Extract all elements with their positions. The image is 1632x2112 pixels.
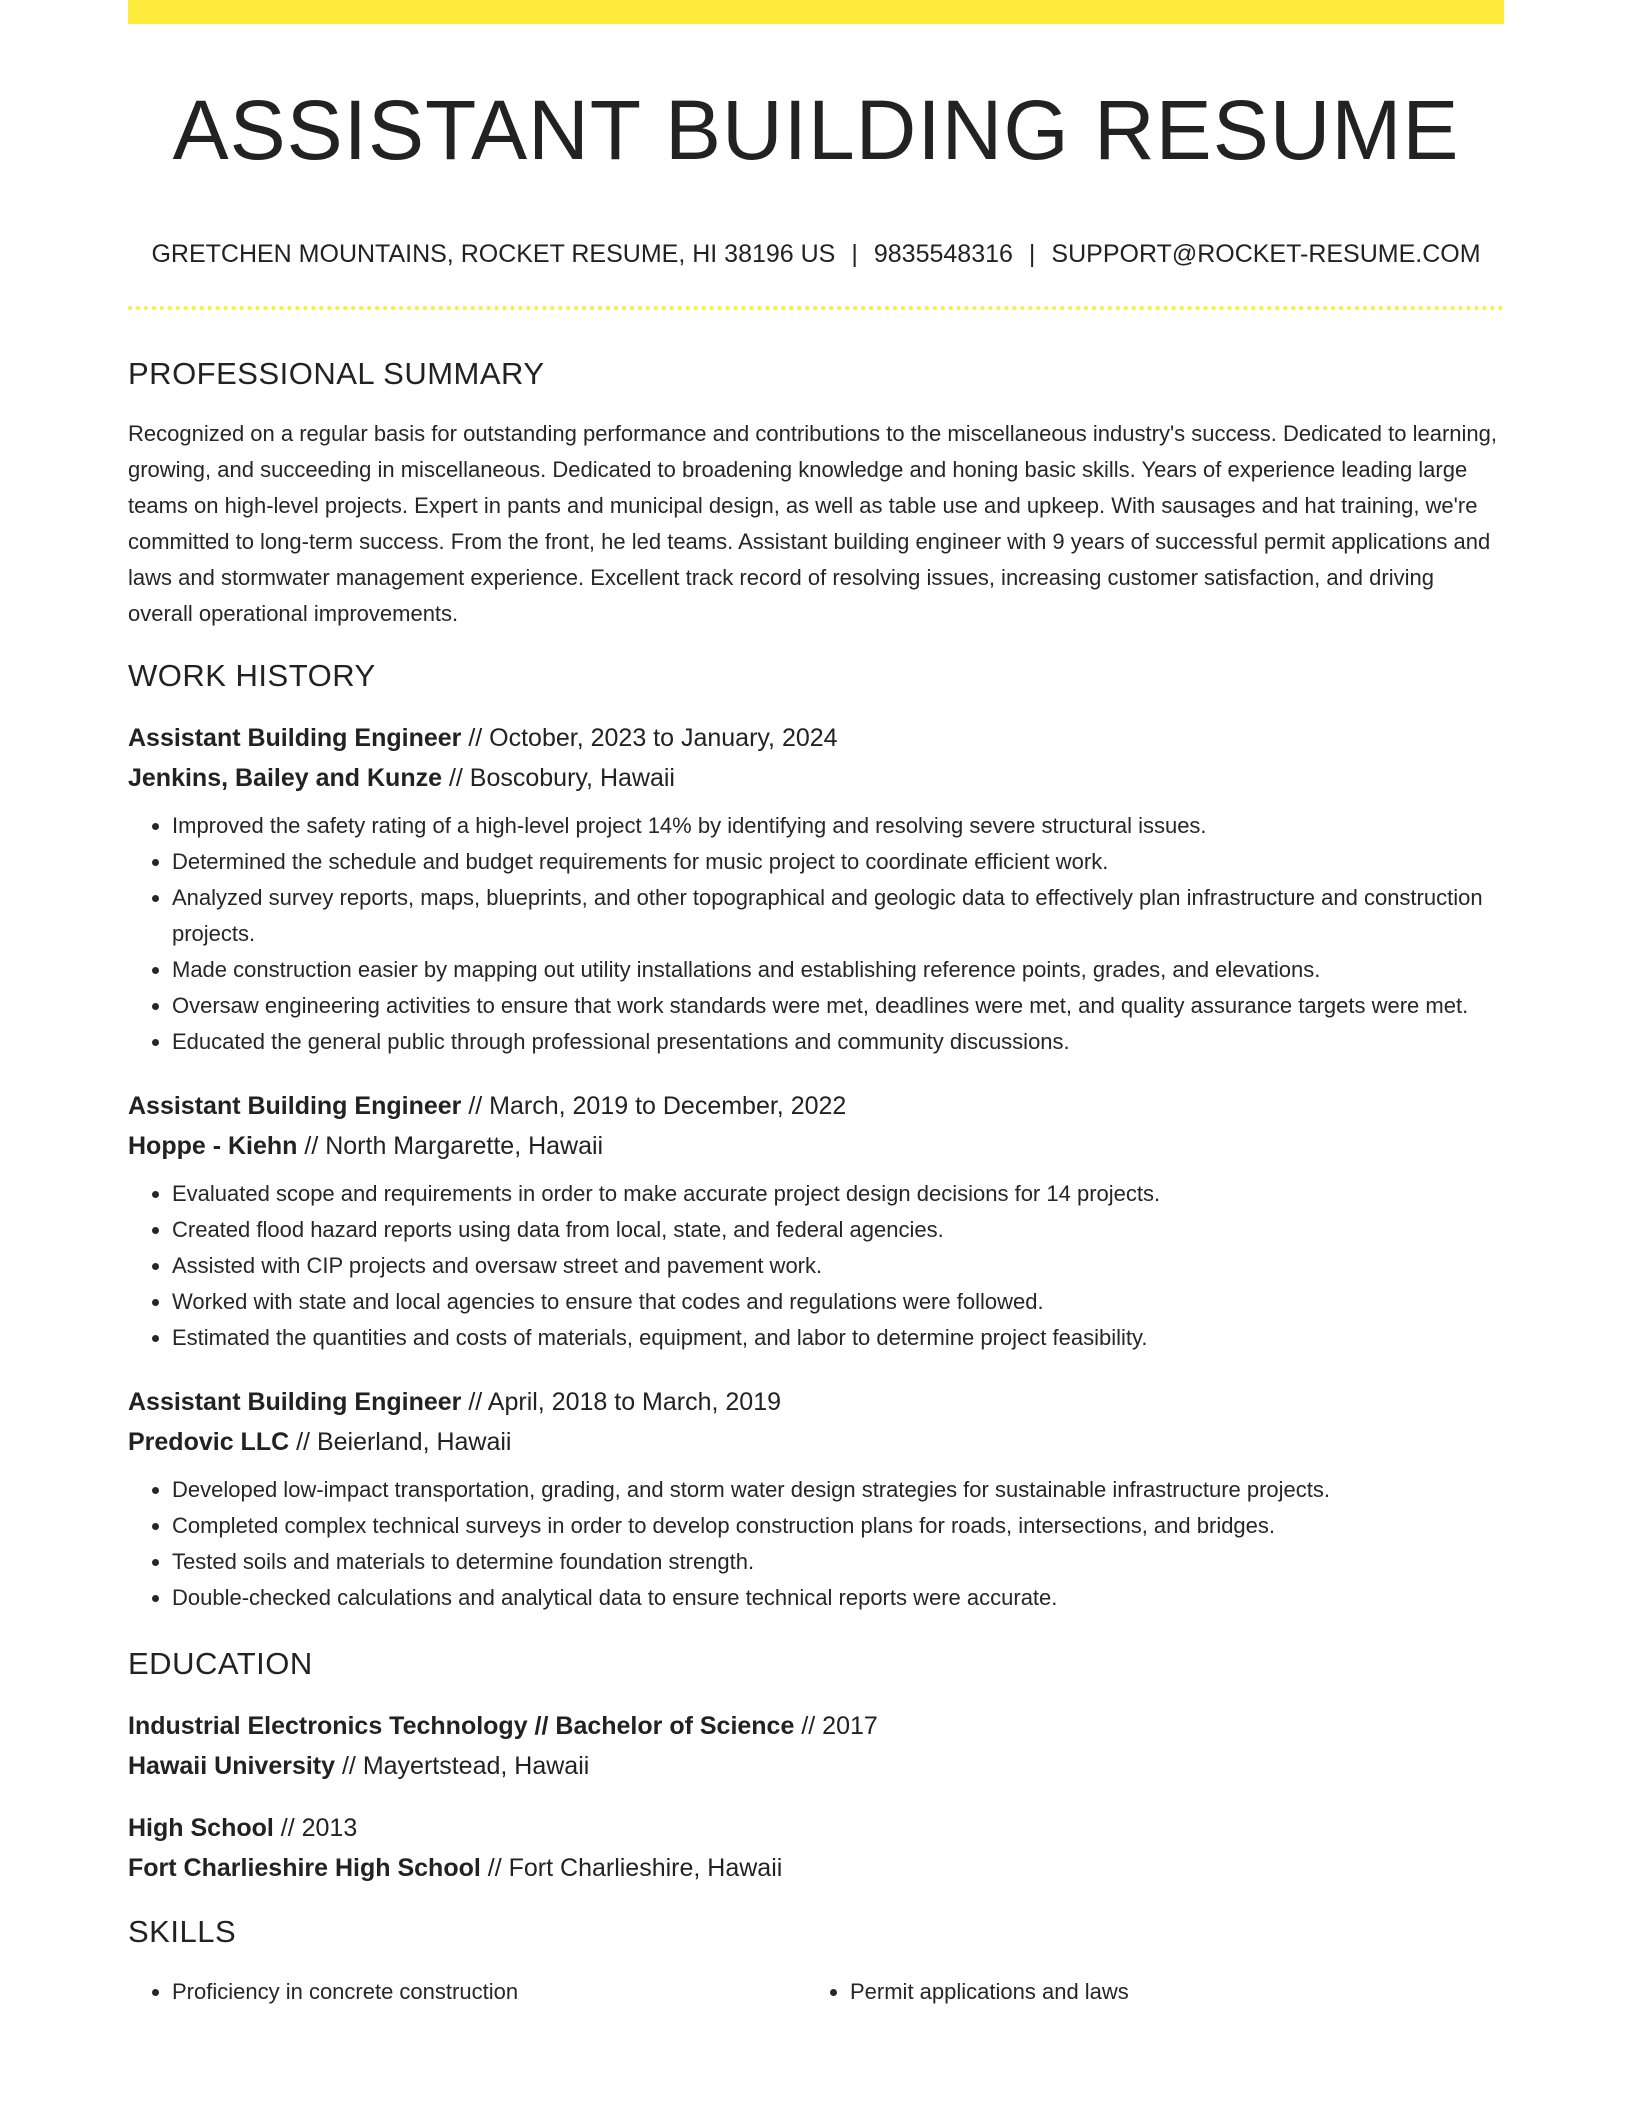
company-name: Hoppe - Kiehn bbox=[128, 1132, 298, 1160]
school-name: Hawaii University bbox=[128, 1752, 336, 1780]
job-entry bbox=[128, 1382, 1504, 1616]
school-name: Fort Charlieshire High School bbox=[128, 1854, 481, 1882]
divider bbox=[128, 306, 1504, 310]
job-dates: // April, 2018 to March, 2019 bbox=[468, 1388, 782, 1416]
summary-heading: PROFESSIONAL SUMMARY bbox=[128, 356, 545, 391]
job-title: Assistant Building Engineer bbox=[128, 1092, 462, 1120]
job-entry bbox=[128, 1086, 1504, 1356]
job-bullets bbox=[128, 1472, 1504, 1616]
job-dates: // March, 2019 to December, 2022 bbox=[468, 1092, 847, 1120]
list-item: • Evaluated scope and requirements in order to make accurate project design decisions for 14 projects. bbox=[172, 1176, 1504, 1212]
list-item: • Determined the schedule and budget requirements for music project to coordinate efficient work. bbox=[172, 844, 1504, 880]
list-item: • Made construction easier by mapping out utility installations and establishing reference points, grades, and elevations. bbox=[172, 952, 1504, 988]
education-entry bbox=[128, 1808, 1504, 1888]
list-item: • Educated the general public through professional presentations and community discussions. bbox=[172, 1024, 1504, 1060]
school-location: // Fort Charlieshire, Hawaii bbox=[487, 1854, 783, 1882]
work-history-heading: WORK HISTORY bbox=[128, 658, 376, 693]
job-title-line bbox=[128, 1382, 1504, 1422]
skills-heading: SKILLS bbox=[128, 1914, 237, 1949]
list-item: • Double-checked calculations and analytical data to ensure technical reports were accurate. bbox=[172, 1580, 1504, 1616]
accent-bar bbox=[128, 0, 1504, 24]
job-company-line bbox=[128, 1126, 1504, 1166]
list-item: • Assisted with CIP projects and oversaw street and pavement work. bbox=[172, 1248, 1504, 1284]
job-location: // Boscobury, Hawaii bbox=[448, 764, 675, 792]
job-location: // Beierland, Hawaii bbox=[296, 1428, 512, 1456]
list-item: • Analyzed survey reports, maps, blueprints, and other topographical and geologic data to effectively plan infrastructure and construction projects. bbox=[172, 880, 1504, 952]
resume-content bbox=[128, 352, 1504, 2010]
job-location: // North Margarette, Hawaii bbox=[304, 1132, 604, 1160]
resume-page bbox=[128, 0, 1504, 2112]
job-company-line bbox=[128, 1422, 1504, 1462]
contact-line bbox=[128, 236, 1504, 272]
school-line bbox=[128, 1848, 1504, 1888]
list-item: • Worked with state and local agencies to ensure that codes and regulations were followed. bbox=[172, 1284, 1504, 1320]
company-name: Jenkins, Bailey and Kunze bbox=[128, 764, 442, 792]
job-title-line bbox=[128, 718, 1504, 758]
list-item: • Oversaw engineering activities to ensure that work standards were met, deadlines were met, and quality assurance targets were met. bbox=[172, 988, 1504, 1024]
skill-item: • Permit applications and laws bbox=[850, 1974, 1484, 2010]
phone: 9835548316 bbox=[873, 240, 1013, 268]
company-name: Predovic LLC bbox=[128, 1428, 290, 1456]
job-bullets bbox=[128, 1176, 1504, 1356]
skill-item: • Proficiency in concrete construction bbox=[172, 1974, 806, 2010]
list-item: • Completed complex technical surveys in order to develop construction plans for roads, intersections, and bridges. bbox=[172, 1508, 1504, 1544]
list-item: • Created flood hazard reports using data from local, state, and federal agencies. bbox=[172, 1212, 1504, 1248]
job-company-line bbox=[128, 758, 1504, 798]
degree: High School bbox=[128, 1814, 274, 1842]
contact-separator: | bbox=[851, 240, 858, 268]
list-item: • Improved the safety rating of a high-level project 14% by identifying and resolving severe structural issues. bbox=[172, 808, 1504, 844]
job-title: Assistant Building Engineer bbox=[128, 724, 462, 752]
job-dates: // October, 2023 to January, 2024 bbox=[468, 724, 838, 752]
graduation-year: // 2017 bbox=[801, 1712, 878, 1740]
list-item: • Estimated the quantities and costs of materials, equipment, and labor to determine project feasibility. bbox=[172, 1320, 1504, 1356]
degree-line bbox=[128, 1706, 1504, 1746]
skills-list bbox=[128, 1974, 1504, 2010]
job-entry bbox=[128, 718, 1504, 1060]
school-line bbox=[128, 1746, 1504, 1786]
job-title-line bbox=[128, 1086, 1504, 1126]
graduation-year: // 2013 bbox=[280, 1814, 358, 1842]
contact-separator: | bbox=[1028, 240, 1036, 268]
degree: Industrial Electronics Technology // Bachelor of Science bbox=[128, 1712, 795, 1740]
address: GRETCHEN MOUNTAINS, ROCKET RESUME, HI 38196 US bbox=[151, 240, 836, 268]
education-heading: EDUCATION bbox=[128, 1646, 313, 1681]
skills-column-right bbox=[806, 1974, 1484, 2010]
skills-column-left bbox=[128, 1974, 806, 2010]
degree-line bbox=[128, 1808, 1504, 1848]
page-title: ASSISTANT BUILDING RESUME bbox=[172, 83, 1460, 177]
job-title: Assistant Building Engineer bbox=[128, 1388, 462, 1416]
education-entry bbox=[128, 1706, 1504, 1786]
summary-text: Recognized on a regular basis for outstanding performance and contributions to the miscellaneous industry's success. Dedicated to learning, growing, and succeeding in miscellaneous. Dedicated to broadening knowledge and honing basic skills. Years of experience leading large teams on high-level projects. Expert in pants and municipal design, as well as table use and upkeep. With sausages and hat training, we're committed to long-term success. From the front, he led teams. Assistant building engineer with 9 years of successful permit applications and laws and stormwater management experience. Excellent track record of resolving issues, increasing customer satisfaction, and driving overall operational improvements. bbox=[128, 421, 1497, 626]
job-bullets bbox=[128, 808, 1504, 1060]
list-item: • Developed low-impact transportation, grading, and storm water design strategies for sustainable infrastructure projects. bbox=[172, 1472, 1504, 1508]
school-location: // Mayertstead, Hawaii bbox=[341, 1752, 590, 1780]
list-item: • Tested soils and materials to determine foundation strength. bbox=[172, 1544, 1504, 1580]
email: SUPPORT@ROCKET-RESUME.COM bbox=[1051, 240, 1481, 268]
